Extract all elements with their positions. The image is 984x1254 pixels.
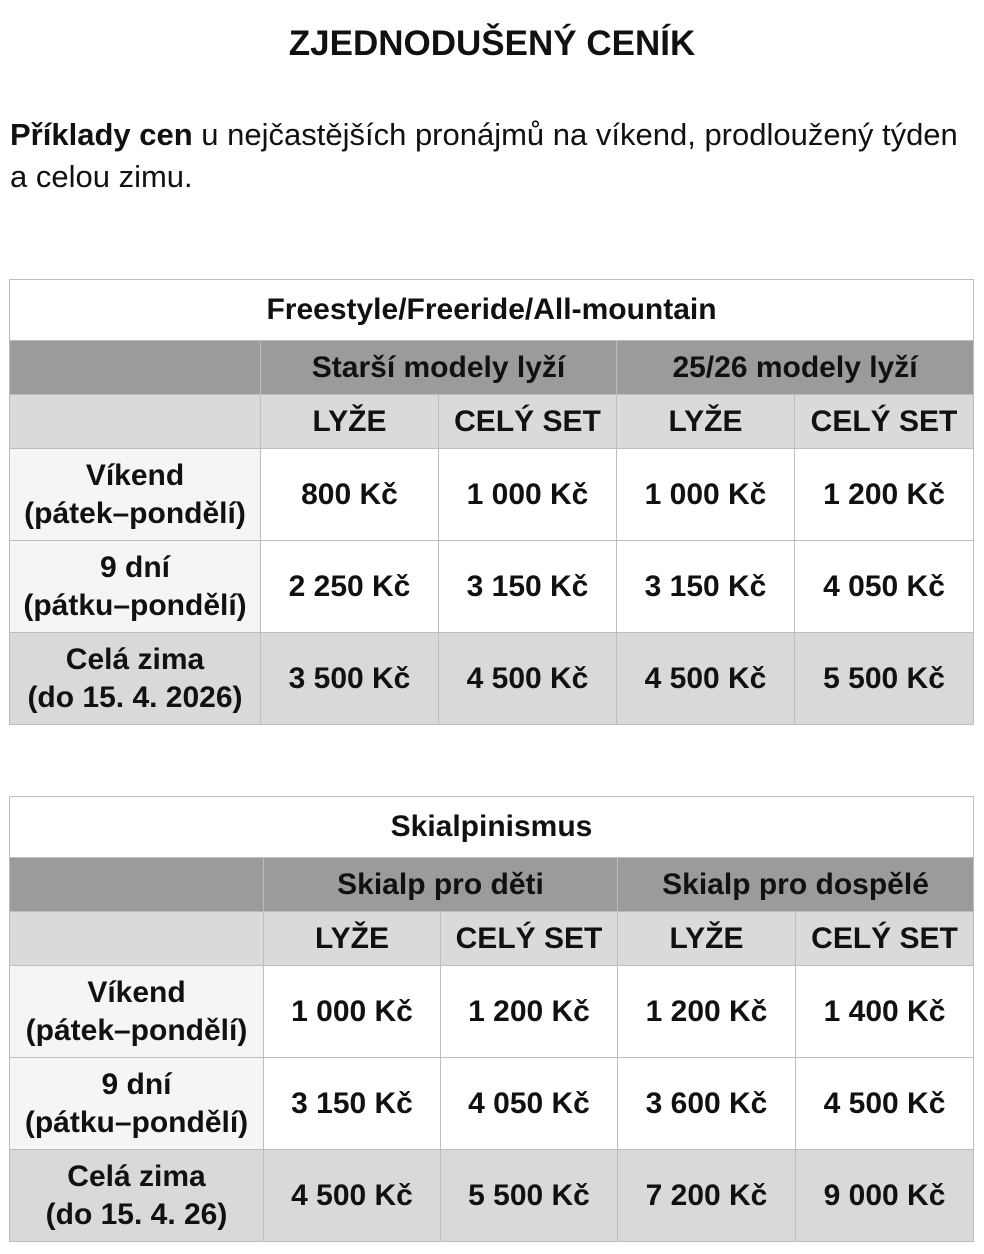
column-header-row xyxy=(10,912,974,966)
row-label-line1: Celá zima xyxy=(67,1159,206,1193)
price-cell: 4 050 Kč xyxy=(795,541,974,633)
group-header: 25/26 modely lyží xyxy=(617,341,974,395)
price-cell: 1 000 Kč xyxy=(439,449,617,541)
row-label-line1: 9 dní xyxy=(101,1067,172,1101)
intro-text: u nejčastějších pronájmů na víkend, prodloužený týden a celou zimu. xyxy=(10,117,958,194)
row-label-line2: (pátku–pondělí) xyxy=(23,588,247,622)
empty-corner-cell xyxy=(10,395,261,449)
table-row xyxy=(10,541,974,633)
row-label xyxy=(10,449,261,541)
price-cell: 1 000 Kč xyxy=(264,966,441,1058)
price-cell: 4 500 Kč xyxy=(264,1150,441,1242)
column-header: LYŽE xyxy=(617,395,795,449)
row-label-line1: Celá zima xyxy=(65,642,205,676)
price-cell: 7 200 Kč xyxy=(618,1150,796,1242)
price-cell: 4 500 Kč xyxy=(617,633,795,725)
table-row xyxy=(10,1150,974,1242)
row-label xyxy=(10,633,261,725)
page-title: ZJEDNODUŠENÝ CENÍK xyxy=(288,24,696,63)
price-cell: 4 050 Kč xyxy=(441,1058,618,1150)
table-title: Freestyle/Freeride/All-mountain xyxy=(10,280,974,341)
row-label xyxy=(10,541,261,633)
group-header: Skialp pro dospělé xyxy=(618,858,974,912)
price-table-skialp xyxy=(9,796,974,1242)
column-header: CELÝ SET xyxy=(796,912,974,966)
table-title-row xyxy=(10,797,974,858)
group-header: Skialp pro děti xyxy=(264,858,618,912)
row-label-line2: (do 15. 4. 2026) xyxy=(27,680,243,714)
group-header-row xyxy=(10,858,974,912)
column-header: CELÝ SET xyxy=(439,395,617,449)
row-label-line2: (do 15. 4. 26) xyxy=(45,1197,228,1231)
row-label-line1: 9 dní xyxy=(99,550,170,584)
price-cell: 1 400 Kč xyxy=(796,966,974,1058)
price-cell: 3 150 Kč xyxy=(439,541,617,633)
table-title-row xyxy=(10,280,974,341)
column-header: CELÝ SET xyxy=(795,395,974,449)
group-header: Starší modely lyží xyxy=(261,341,617,395)
price-cell: 4 500 Kč xyxy=(439,633,617,725)
empty-corner-cell xyxy=(10,341,261,395)
row-label-line2: (pátek–pondělí) xyxy=(24,496,246,530)
table-row xyxy=(10,966,974,1058)
price-cell: 1 200 Kč xyxy=(618,966,796,1058)
price-cell: 3 150 Kč xyxy=(264,1058,441,1150)
empty-corner-cell xyxy=(10,912,264,966)
row-label xyxy=(10,966,264,1058)
price-cell: 3 150 Kč xyxy=(617,541,795,633)
row-label-line1: Víkend xyxy=(85,458,185,492)
price-cell: 3 600 Kč xyxy=(618,1058,796,1150)
row-label-line2: (pátku–pondělí) xyxy=(24,1105,249,1139)
row-label-line1: Víkend xyxy=(87,975,186,1009)
column-header: CELÝ SET xyxy=(441,912,618,966)
price-cell: 5 500 Kč xyxy=(441,1150,618,1242)
group-header-row xyxy=(10,341,974,395)
price-cell: 1 000 Kč xyxy=(617,449,795,541)
column-header-row xyxy=(10,395,974,449)
price-cell: 5 500 Kč xyxy=(795,633,974,725)
price-cell: 1 200 Kč xyxy=(795,449,974,541)
table-title: Skialpinismus xyxy=(10,797,974,858)
column-header: LYŽE xyxy=(618,912,796,966)
table-row xyxy=(10,449,974,541)
price-table-freestyle xyxy=(9,279,974,725)
price-cell: 800 Kč xyxy=(261,449,439,541)
intro-paragraph xyxy=(10,114,974,198)
table-row xyxy=(10,633,974,725)
intro-bold: Příklady cen xyxy=(10,117,193,152)
price-cell: 9 000 Kč xyxy=(796,1150,974,1242)
row-label xyxy=(10,1058,264,1150)
column-header: LYŽE xyxy=(264,912,441,966)
price-cell: 3 500 Kč xyxy=(261,633,439,725)
price-cell: 2 250 Kč xyxy=(261,541,439,633)
price-cell: 4 500 Kč xyxy=(796,1058,974,1150)
column-header: LYŽE xyxy=(261,395,439,449)
table-row xyxy=(10,1058,974,1150)
row-label-line2: (pátek–pondělí) xyxy=(25,1013,248,1047)
price-cell: 1 200 Kč xyxy=(441,966,618,1058)
row-label xyxy=(10,1150,264,1242)
empty-corner-cell xyxy=(10,858,264,912)
